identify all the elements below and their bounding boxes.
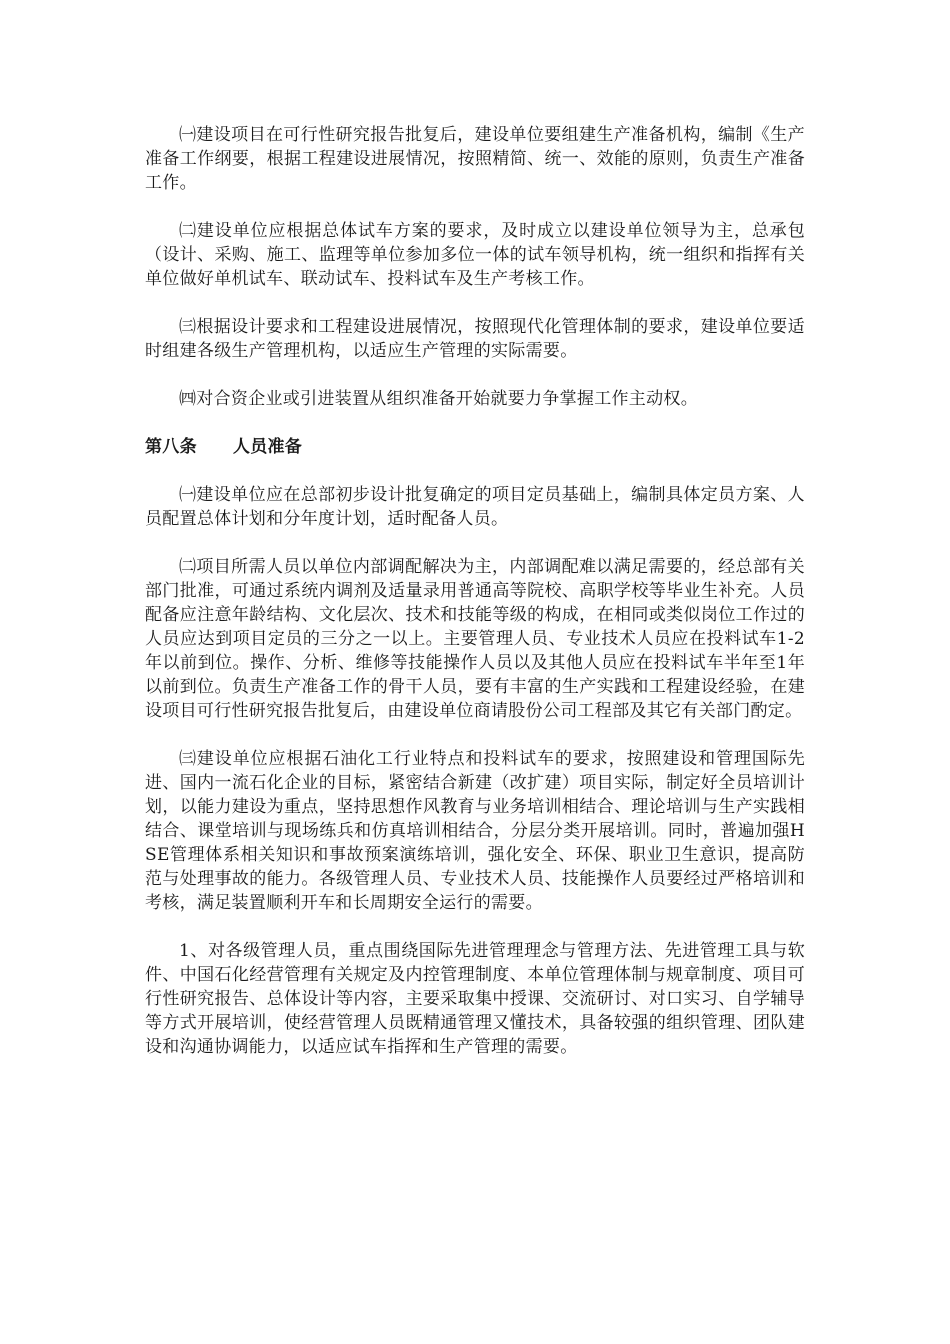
paragraph-org-2: ㈡建设单位应根据总体试车方案的要求，及时成立以建设单位领导为主，总承包（设计、采购、施工、监理等单位参加多位一体的试车领导机构，统一组织和指挥有关单位做好单机试车、联动试车、投料试车及生产考核工作。 <box>145 221 805 289</box>
paragraph-org-1: ㈠建设项目在可行性研究报告批复后，建设单位要组建生产准备机构，编制《生产准备工作纲要，根据工程建设进展情况，按照精简、统一、效能的原则，负责生产准备工作。 <box>145 125 805 193</box>
paragraph-staff-4: 1、对各级管理人员，重点围绕国际先进管理理念与管理方法、先进管理工具与软件、中国石化经营管理有关规定及内控管理制度、本单位管理体制与规章制度、项目可行性研究报告、总体设计等内容，主要采取集中授课、交流研讨、对口实习、自学辅导等方式开展培训，使经营管理人员既精通管理又懂技术，具备较强的组织管理、团队建设和沟通协调能力，以适应试车指挥和生产管理的需要。 <box>145 941 805 1057</box>
article-heading <box>145 435 805 459</box>
paragraph-org-3: ㈢根据设计要求和工程建设进展情况，按照现代化管理体制的要求，建设单位要适时组建各级生产管理机构，以适应生产管理的实际需要。 <box>145 317 805 361</box>
article-title: 人员准备 <box>232 437 303 457</box>
paragraph-staff-3: ㈢建设单位应根据石油化工行业特点和投料试车的要求，按照建设和管理国际先进、国内一流石化企业的目标，紧密结合新建（改扩建）项目实际，制定好全员培训计划，以能力建设为重点，坚持思想作风教育与业务培训相结合、理论培训与生产实践相结合、课堂培训与现场练兵和仿真培训相结合，分层分类开展培训。同时，普遍加强HSE管理体系相关知识和事故预案演练培训，强化安全、环保、职业卫生意识，提高防范与处理事故的能力。各级管理人员、专业技术人员、技能操作人员要经过严格培训和考核，满足装置顺利开车和长周期安全运行的需要。 <box>145 749 805 913</box>
document-page <box>145 123 805 1083</box>
paragraph-staff-1: ㈠建设单位应在总部初步设计批复确定的项目定员基础上，编制具体定员方案、人员配置总体计划和分年度计划，适时配备人员。 <box>145 485 805 529</box>
paragraph-staff-2: ㈡项目所需人员以单位内部调配解决为主，内部调配难以满足需要的，经总部有关部门批准，可通过系统内调剂及适量录用普通高等院校、高职学校等毕业生补充。人员配备应注意年龄结构、文化层次、技术和技能等级的构成，在相同或类似岗位工作过的人员应达到项目定员的三分之一以上。主要管理人员、专业技术人员应在投料试车1-2年以前到位。操作、分析、维修等技能操作人员以及其他人员应在投料试车半年至1年以前到位。负责生产准备工作的骨干人员，要有丰富的生产实践和工程建设经验，在建设项目可行性研究报告批复后，由建设单位商请股份公司工程部及其它有关部门酌定。 <box>145 557 805 721</box>
paragraph-org-4: ㈣对合资企业或引进装置从组织准备开始就要力争掌握工作主动权。 <box>179 389 698 409</box>
article-number: 第八条 <box>145 437 197 457</box>
